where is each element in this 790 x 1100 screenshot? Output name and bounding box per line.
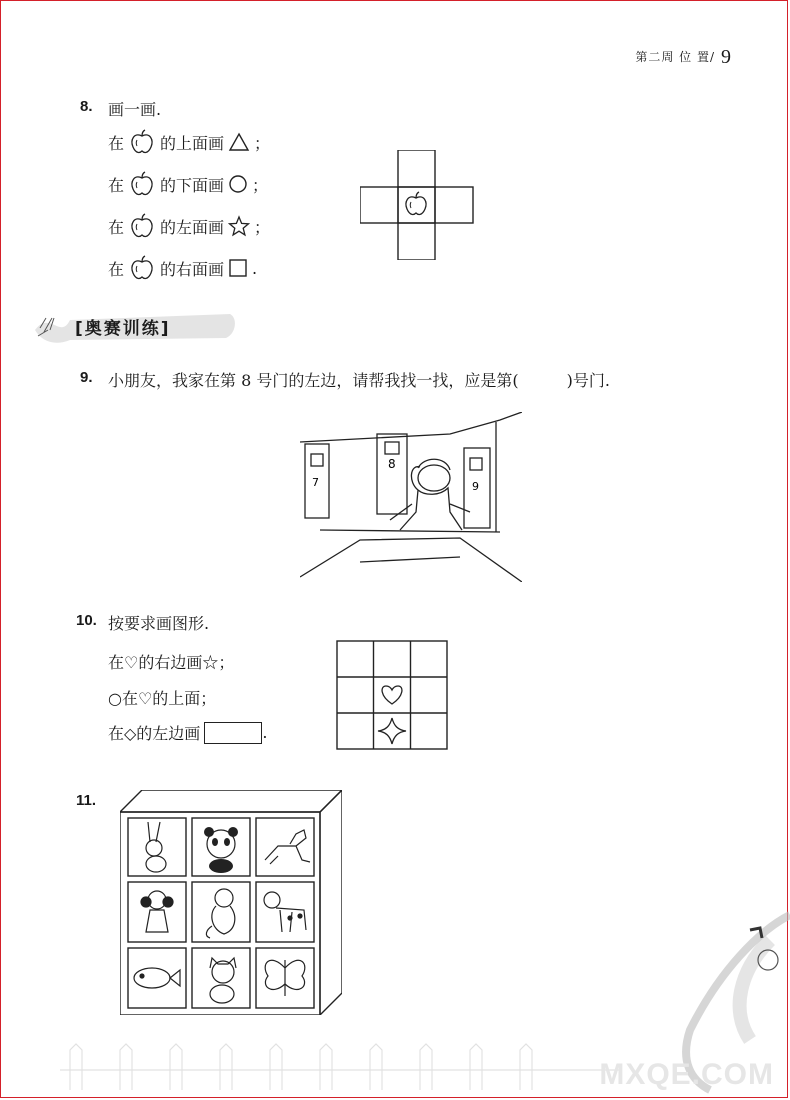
- heart-icon: [382, 686, 402, 704]
- q9-text: 小朋友，我家在第 8 号门的左边，请帮我找一找，应是第( )号门.: [108, 371, 610, 390]
- girl-picture: [141, 891, 173, 932]
- apple-icon: [128, 212, 156, 240]
- q8-line-post: 的左面画: [160, 217, 225, 237]
- cat-picture: [210, 958, 236, 1003]
- q8-title: 画一画.: [108, 100, 162, 119]
- q8-cross-grid: [360, 150, 535, 260]
- q8-line-1: [108, 128, 270, 156]
- fish-picture: [134, 968, 180, 988]
- q10-grid: [336, 640, 448, 750]
- q8-line-end: ；: [252, 175, 269, 195]
- q8-line-pre: 在: [108, 259, 125, 279]
- q8-number: 8.: [80, 98, 93, 115]
- apple-icon: [128, 170, 156, 198]
- apple-icon: [128, 254, 156, 282]
- diamond-icon: [378, 718, 406, 744]
- q8-line-pre: 在: [108, 133, 125, 153]
- section-banner: [30, 300, 240, 348]
- section-banner-label: [奥赛训练]: [75, 319, 171, 339]
- q10-title: 按要求画图形.: [108, 614, 210, 633]
- dog-picture: [264, 892, 306, 932]
- q9-door-scene: [300, 412, 522, 582]
- fence-decoration: [60, 1030, 620, 1090]
- q11-number: 11.: [76, 792, 97, 809]
- q8-line-4: [108, 254, 257, 282]
- q10-line-3-end: .: [262, 723, 268, 742]
- q8-line-2: [108, 170, 268, 198]
- q10-line-3: [108, 721, 267, 744]
- q8-line-end: ；: [254, 217, 271, 237]
- q10-line-2: ○在♡的上面；: [108, 689, 217, 708]
- monkey-picture: [206, 889, 234, 938]
- q8-line-post: 的下面画: [160, 175, 225, 195]
- q8-line-post: 的右面画: [160, 259, 225, 279]
- butterfly-picture: [265, 960, 305, 996]
- watermark-text: MXQE.COM: [599, 1058, 774, 1091]
- q8-line-end: ；: [254, 133, 271, 153]
- q9-number: 9.: [80, 369, 93, 386]
- door-8-number: 8: [388, 457, 396, 471]
- q10-line-1: 在♡的右边画☆；: [108, 653, 235, 672]
- q8-line-pre: 在: [108, 175, 125, 195]
- page-number: 9: [721, 46, 732, 68]
- q8-line-pre: 在: [108, 217, 125, 237]
- apple-icon: [406, 192, 426, 214]
- q8-line-post: 的上面画: [160, 133, 225, 153]
- square-icon: [228, 258, 248, 278]
- header-text: 第二周 位 置/: [635, 50, 715, 64]
- door-7-number: 7: [312, 476, 319, 489]
- rabbit-picture: [146, 822, 166, 872]
- circle-icon: [228, 174, 248, 194]
- star-icon: [228, 215, 250, 237]
- answer-blank-rectangle: [204, 722, 262, 744]
- page-header: [635, 46, 732, 69]
- door-9-number: 9: [472, 480, 479, 493]
- apple-icon: [128, 128, 156, 156]
- q8-line-end: .: [252, 258, 258, 278]
- q10-line-3-text: 在◇的左边画: [108, 724, 201, 743]
- q10-number: 10.: [76, 612, 97, 629]
- horse-picture: [265, 830, 310, 864]
- triangle-icon: [228, 132, 250, 152]
- q11-animal-shelf: [120, 790, 342, 1015]
- panda-picture: [204, 827, 238, 873]
- q8-line-3: [108, 212, 270, 240]
